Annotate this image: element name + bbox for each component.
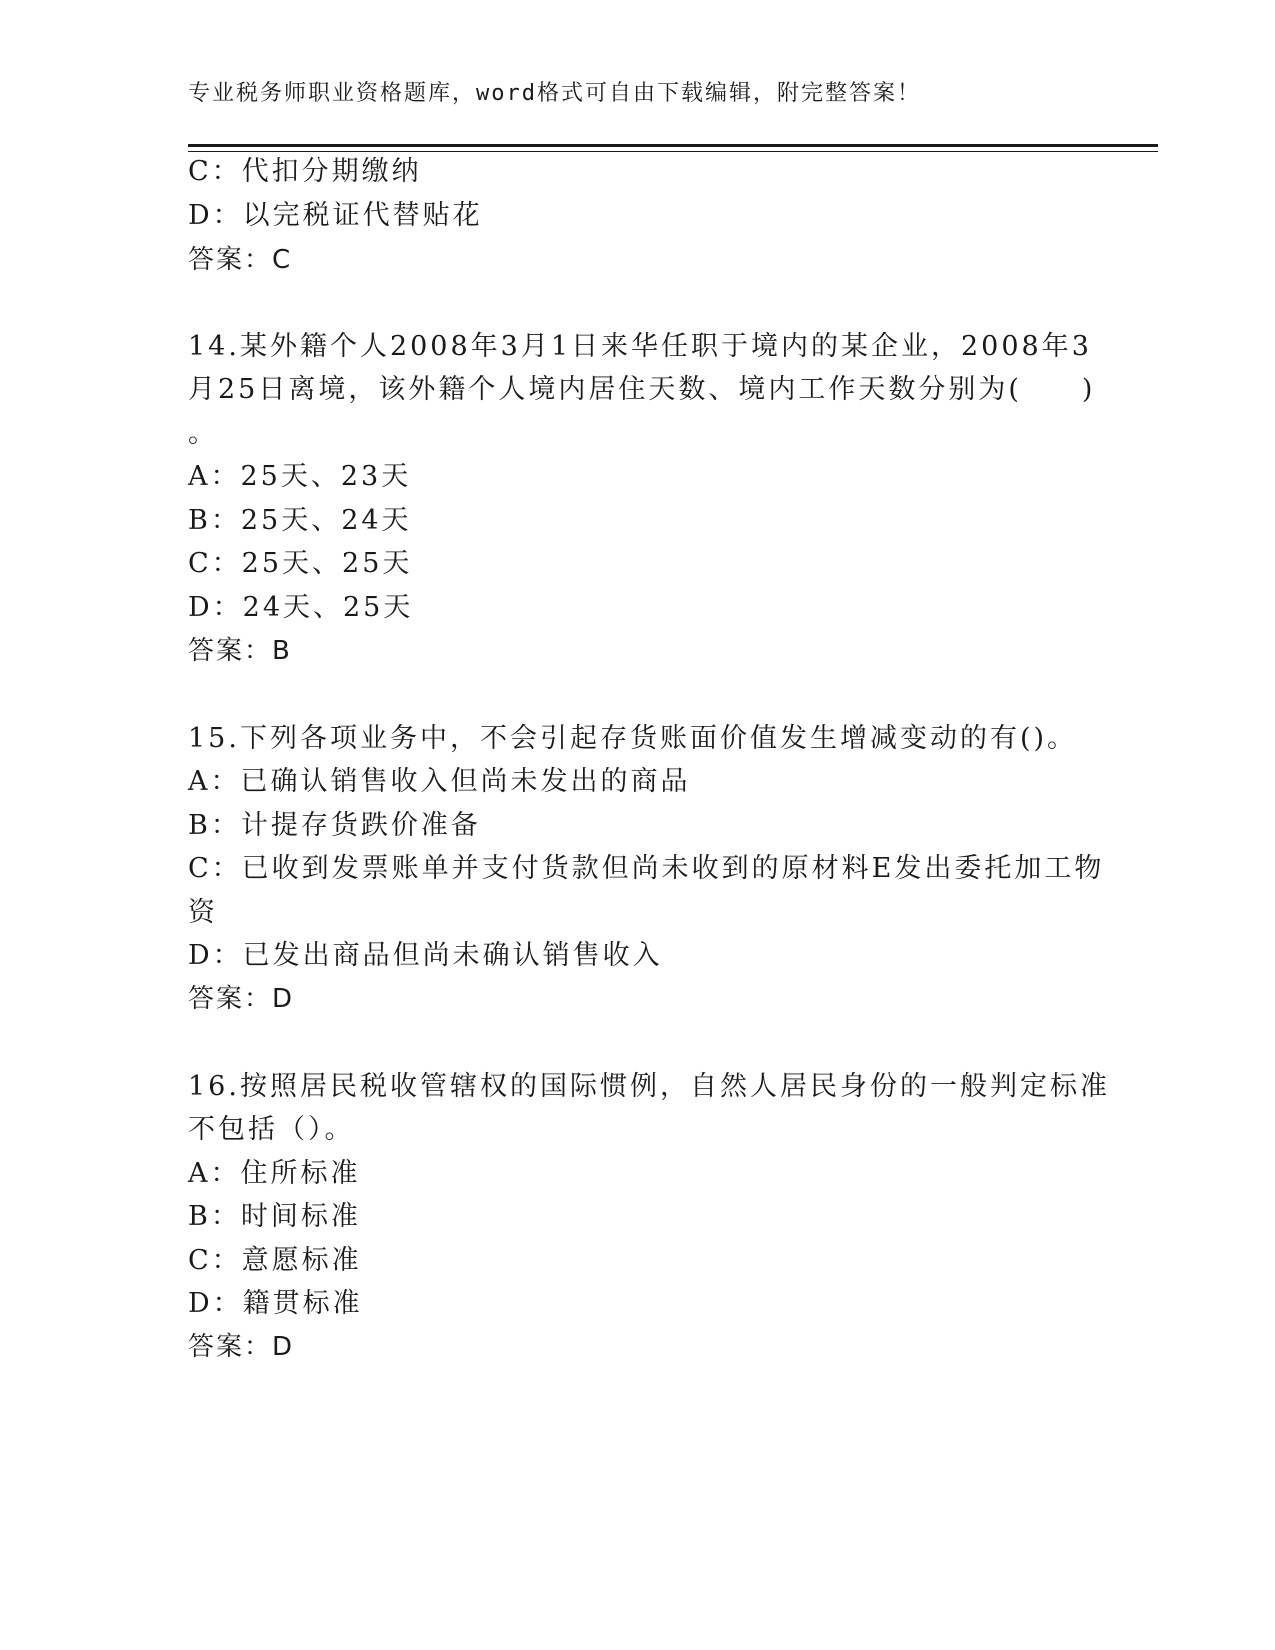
answer-line: 答案：B	[188, 636, 292, 666]
question-line: 14.某外籍个人2008年3月1日来华任职于境内的某企业，2008年3	[188, 331, 1092, 362]
option-line: A：25天、23天	[188, 461, 412, 492]
question-line: 16.按照居民税收管辖权的国际惯例，自然人居民身份的一般判定标准	[188, 1071, 1110, 1102]
option-line: C：代扣分期缴纳	[188, 156, 422, 187]
option-line: D：以完税证代替贴花	[188, 200, 483, 231]
header-divider-thick	[188, 144, 1158, 147]
option-line: B：计提存货跌价准备	[188, 810, 481, 841]
answer-line: 答案：D	[188, 984, 295, 1014]
option-line: C：意愿标准	[188, 1245, 362, 1276]
page-header: 专业税务师职业资格题库，word格式可自由下载编辑，附完整答案！	[188, 81, 921, 106]
option-line: D：24天、25天	[188, 592, 414, 623]
question-line: 15.下列各项业务中，不会引起存货账面价值发生增减变动的有()。	[188, 723, 1078, 754]
option-line: D：籍贯标准	[188, 1288, 363, 1319]
answer-line: 答案：C	[188, 245, 293, 275]
question-line: 。	[188, 418, 218, 449]
question-line: 月25日离境，该外籍个人境内居住天数、境内工作天数分别为( )	[188, 374, 1096, 405]
answer-line: 答案：D	[188, 1332, 295, 1362]
option-line: A：住所标准	[188, 1158, 361, 1189]
option-line: A：已确认销售收入但尚未发出的商品	[188, 766, 691, 797]
header-divider-thin	[188, 151, 1158, 152]
option-line: B：时间标准	[188, 1201, 361, 1232]
option-line: 资	[188, 897, 218, 928]
option-line: D：已发出商品但尚未确认销售收入	[188, 940, 663, 971]
option-line: C：25天、25天	[188, 548, 413, 579]
option-line: B：25天、24天	[188, 505, 412, 536]
question-line: 不包括（）。	[188, 1114, 355, 1145]
option-line: C：已收到发票账单并支付货款但尚未收到的原材料E发出委托加工物	[188, 853, 1105, 884]
